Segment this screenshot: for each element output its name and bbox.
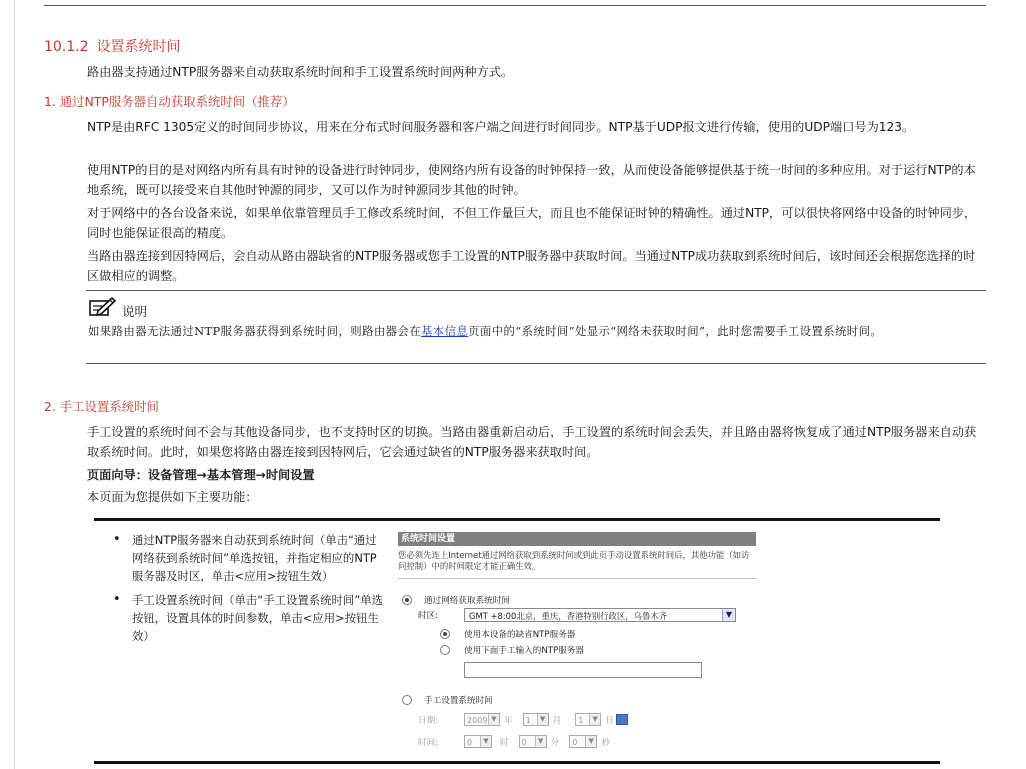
calendar-icon[interactable] xyxy=(616,714,628,725)
chevron-down-icon: ▼ xyxy=(537,714,548,725)
hour-value: 0 xyxy=(467,738,473,747)
second-value: 0 xyxy=(572,738,578,747)
day-unit: 日 xyxy=(605,715,614,726)
ntp-default-radio[interactable] xyxy=(440,629,450,639)
chevron-down-icon: ▼ xyxy=(589,714,600,725)
features-intro: 本页面为您提供如下主要功能： xyxy=(87,490,258,504)
timezone-value: GMT +8:00北京，重庆，香港特别行政区，乌鲁木齐 xyxy=(469,611,668,621)
month-select[interactable] xyxy=(523,713,549,726)
feature-box xyxy=(94,518,940,764)
network-time-radio[interactable] xyxy=(402,595,412,605)
time-label: 时间: xyxy=(418,737,439,748)
year-value: 2009 xyxy=(467,716,488,725)
network-time-label: 通过网络获取系统时间 xyxy=(424,596,510,606)
ntp-default-row xyxy=(440,628,575,640)
manual-time-radio[interactable] xyxy=(402,695,412,705)
chevron-down-icon: ▼ xyxy=(488,714,499,725)
subsection-2-title: 2. 手工设置系统时间 xyxy=(44,399,159,414)
screenshot-divider xyxy=(398,578,756,579)
second-select[interactable] xyxy=(569,735,597,748)
time-row xyxy=(418,735,610,748)
ntp-paragraph-1: NTP是由RFC 1305定义的时间同步协议，用来在分布式时间服务器和客户端之间进行时间同步。NTP基于UDP报文进行传输，使用的UDP端口号为123。 xyxy=(87,120,915,134)
pencil-note-icon xyxy=(88,296,116,318)
timezone-select[interactable] xyxy=(464,608,736,622)
year-select[interactable] xyxy=(464,713,500,726)
date-label: 日期: xyxy=(418,715,439,726)
feature-item-ntp: • 通过NTP服务器来自动获到系统时间（单击“通过网络获到系统时间”单选按钮，并指定相应的NTP服务器及时区，单击<应用>按钮生效） xyxy=(104,531,384,585)
note-text xyxy=(88,321,978,341)
note-box xyxy=(86,290,986,364)
basic-info-link[interactable]: 基本信息 xyxy=(421,324,469,338)
timezone-label: 时区: xyxy=(418,611,439,621)
screenshot-description: 您必须先连上Internet通过网络获取到系统时间或到此页手动设置系统时间后，其他功能（如访问控制）中的时间限定才能正确生效。 xyxy=(398,550,750,571)
note-header xyxy=(88,295,147,319)
network-time-row xyxy=(402,594,510,606)
hour-unit: 时 xyxy=(500,737,509,748)
day-value: 1 xyxy=(578,716,584,725)
day-select[interactable] xyxy=(575,713,601,726)
subsection-1-title: 1. 通过NTP服务器自动获取系统时间（推荐） xyxy=(44,94,295,109)
note-text-before: 如果路由器无法通过NTP服务器获得到系统时间，则路由器会在 xyxy=(88,324,421,338)
feature-list xyxy=(104,531,384,651)
ntp-manual-label: 使用下面手工输入的NTP服务器 xyxy=(464,646,584,656)
chevron-down-icon: ▼ xyxy=(480,736,491,747)
manual-time-label: 手工设置系统时间 xyxy=(424,696,493,706)
section-title-text: 设置系统时间 xyxy=(96,39,181,55)
month-unit: 月 xyxy=(552,715,562,726)
timezone-row xyxy=(418,608,736,622)
ntp-manual-row xyxy=(440,644,584,656)
chevron-down-icon: ▼ xyxy=(722,609,735,621)
ntp-default-label: 使用本设备的缺省NTP服务器 xyxy=(464,630,576,640)
screenshot-header: 系统时间设置 xyxy=(398,532,756,546)
page-left-border xyxy=(14,0,15,769)
minute-unit: 分 xyxy=(550,737,560,748)
month-value: 1 xyxy=(525,716,531,725)
year-unit: 年 xyxy=(504,715,513,726)
section-number: 10.1.2 xyxy=(44,39,89,55)
chevron-down-icon: ▼ xyxy=(585,736,596,747)
intro-paragraph: 路由器支持通过NTP服务器来自动获取系统时间和手工设置系统时间两种方式。 xyxy=(87,65,514,79)
minute-select[interactable] xyxy=(519,735,547,748)
ntp-server-input[interactable] xyxy=(464,662,702,678)
hour-select[interactable] xyxy=(464,735,492,748)
date-row xyxy=(418,713,628,726)
manual-time-row xyxy=(402,694,493,706)
ntp-manual-radio[interactable] xyxy=(440,645,450,655)
ntp-paragraph-4: 当路由器连接到因特网后，会自动从路由器缺省的NTP服务器或您手工设置的NTP服务器中获取时间。当通过NTP成功获取到系统时间后，该时间还会根据您选择的时区做相应的调整。 xyxy=(87,249,976,283)
ntp-server-input-row xyxy=(464,662,702,678)
time-settings-screenshot xyxy=(398,532,756,757)
page-navigation: 页面向导：设备管理→基本管理→时间设置 xyxy=(87,468,315,482)
feature-item-manual: • 手工设置系统时间（单击“手工设置系统时间”单选按钮，设置具体的时间参数，单击<应用>按钮生效） xyxy=(104,591,384,645)
top-divider xyxy=(44,5,986,6)
ntp-paragraph-2: 使用NTP的目的是对网络内所有具有时钟的设备进行时钟同步，使网络内所有设备的时钟保持一致，从而使设备能够提供基于统一时间的多种应用。对于运行NTP的本地系统，既可以接受来自其他时钟源的同步，又可以作为时钟源同步其他的时钟。 xyxy=(87,163,976,197)
manual-paragraph: 手工设置的系统时间不会与其他设备同步，也不支持时区的切换。当路由器重新启动后，手工设置的系统时间会丢失，并且路由器将恢复成了通过NTP服务器来自动获取系统时间。此时，如果您将路由器连接到因特网后，它会通过缺省的NTP服务器来获取时间。 xyxy=(87,425,977,459)
note-text-after: 页面中的“系统时间”处显示“网络未获取时间”，此时您需要手工设置系统时间。 xyxy=(468,324,883,338)
ntp-paragraph-3: 对于网络中的各台设备来说，如果单依靠管理员手工修改系统时间，不但工作量巨大，而且也不能保证时钟的精确性。通过NTP，可以很快将网络中设备的时钟同步，同时也能保证很高的精度。 xyxy=(87,206,977,240)
note-label: 说明 xyxy=(122,304,148,319)
chevron-down-icon: ▼ xyxy=(535,736,546,747)
minute-value: 0 xyxy=(521,738,527,747)
second-unit: 秒 xyxy=(601,737,610,748)
section-title xyxy=(44,36,181,56)
